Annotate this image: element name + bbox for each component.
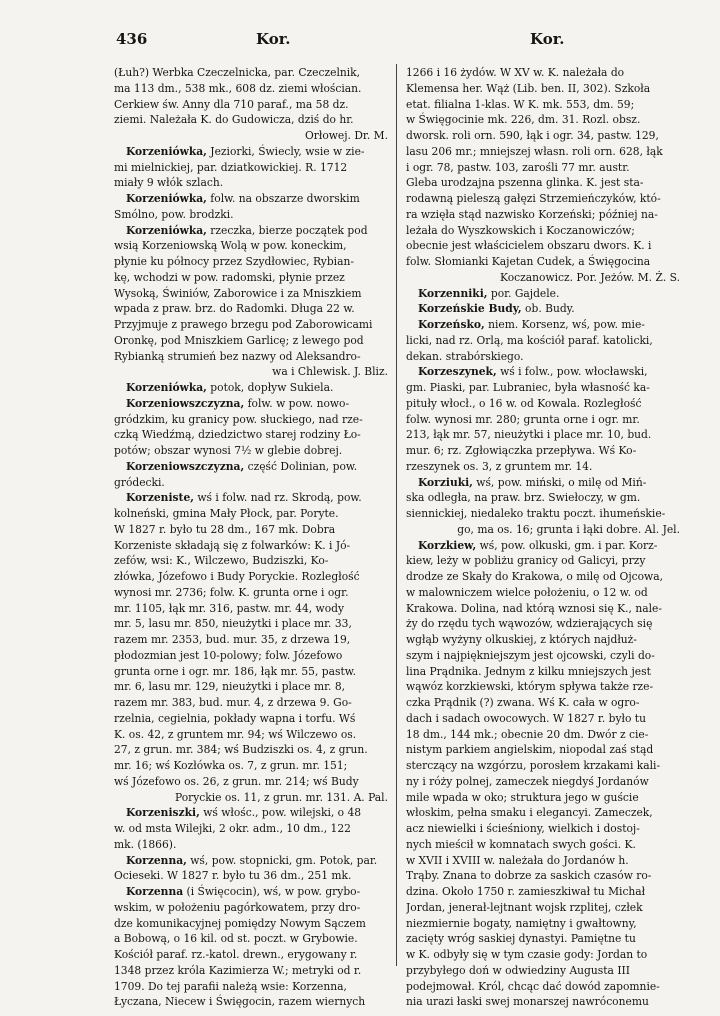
text-line	[114, 648, 388, 664]
line-text: siennickiej, niedaleko traktu poczt. ihumeńskie-	[406, 507, 666, 520]
text-line	[114, 821, 388, 837]
text-line	[406, 301, 680, 317]
line-text: Koczanowicz. Por. Jeżów. M. Ż. S.	[500, 270, 680, 284]
text-line	[114, 979, 388, 995]
line-text: ska odległa, na praw. brz. Swiełoczy, w gm.	[406, 491, 641, 505]
line-text: ma 113 dm., 538 mk., 608 dz. ziemi włościan.	[114, 81, 362, 95]
text-line	[406, 254, 680, 270]
line-text: dekan. strabórskiego.	[406, 349, 524, 363]
text-line	[406, 349, 680, 365]
line-text: w XVII i XVIII w. należała do Jordanów h.	[406, 853, 629, 867]
text-line	[114, 884, 388, 900]
line-text: ziemi. Należała K. do Gudowicza, dziś do hr.	[114, 113, 354, 127]
running-header	[116, 30, 680, 56]
running-head-right: Kor.	[530, 30, 565, 48]
text-line	[114, 569, 388, 585]
line-text: włoskim, pełna smaku i elegancyi. Zameczek,	[406, 806, 653, 820]
line-text: wsią Korzeniowską Wolą w pow. koneckim,	[114, 239, 347, 253]
text-line	[114, 144, 388, 160]
text-line	[406, 160, 680, 176]
text-line	[406, 380, 680, 396]
line-text: wś i folw., pow. włocławski,	[496, 365, 648, 379]
line-text: lasu 206 mr.; mniejszej własn. roli orn. 628, łąk	[406, 144, 663, 158]
text-line	[406, 979, 680, 995]
text-line	[114, 175, 388, 191]
text-line	[406, 175, 680, 191]
line-text: niezmiernie bogaty, namiętny i gwałtowny,	[406, 916, 637, 930]
line-text: gródzkim, ku granicy pow. słuckiego, nad rze-	[114, 412, 363, 426]
text-line	[406, 916, 680, 932]
text-line	[406, 884, 680, 900]
line-text: Klemensa her. Wąż (Lib. ben. II, 302). Szkoła	[406, 81, 651, 95]
text-line	[114, 711, 388, 727]
text-line	[114, 270, 388, 286]
text-line	[406, 742, 680, 758]
line-text: miały 9 włók szlach.	[114, 176, 224, 190]
line-text: płynie ku północy przez Szydłowiec, Rybian-	[114, 255, 354, 268]
line-text: podejmował. Król, chcąc dać dowód zapomnie-	[406, 979, 660, 993]
line-text: wś, pow. miński, o milę od Miń-	[472, 475, 647, 489]
line-text: gm. Piaski, par. Lubraniec, była własność ka-	[406, 381, 650, 394]
line-text: wś i folw. nad rz. Skrodą, pow.	[194, 491, 362, 505]
text-line	[114, 506, 388, 522]
line-text: wś, pow. stopnicki, gm. Potok, par.	[186, 853, 378, 867]
text-line	[406, 648, 680, 664]
text-line	[114, 522, 388, 538]
text-line	[406, 947, 680, 963]
line-text: K. os. 42, z gruntem mr. 94; wś Wilczewo os.	[114, 727, 357, 741]
line-text: leżała do Wyszkowskich i Koczanowiczów;	[406, 223, 635, 237]
text-line	[406, 333, 680, 349]
line-text: i ogr. 78, pastw. 103, zarośli 77 mr. austr.	[406, 160, 630, 174]
text-line	[114, 191, 388, 207]
text-line	[114, 868, 388, 884]
entry-headword: Korzeniówka,	[126, 192, 207, 205]
text-line	[114, 427, 388, 443]
text-line	[114, 632, 388, 648]
text-line	[406, 616, 680, 632]
text-line	[114, 223, 388, 239]
text-line	[114, 947, 388, 963]
entry-headword: Korzeszynek,	[418, 365, 497, 379]
line-text: razem mr. 383, bud. mur. 4, z drzewa 9. Go-	[114, 696, 352, 709]
text-line	[406, 364, 680, 380]
text-line	[406, 868, 680, 884]
line-text: Oronkę, pod Mniszkiem Garlicę; z lewego pod	[114, 333, 364, 347]
text-line	[114, 333, 388, 349]
page-number: 436	[116, 30, 148, 48]
text-line	[406, 774, 680, 790]
line-text: Jeziorki, Świecly, wsie w zie-	[206, 144, 365, 158]
text-line	[406, 412, 680, 428]
line-text: acz niewielki i ścieśniony, wielkich i dostoj-	[406, 822, 640, 835]
text-line	[406, 695, 680, 711]
line-text: ob. Budy.	[521, 302, 575, 316]
line-text: mr. 5, lasu mr. 850, nieużytki i place mr. 33,	[114, 617, 352, 631]
line-text: przybyłego doń w odwiedziny Augusta III	[406, 963, 630, 977]
line-text: 1709. Do tej parafii należą wsie: Korzenna,	[114, 979, 347, 993]
text-line	[114, 459, 388, 475]
entry-headword: Korzenniki,	[418, 286, 488, 300]
text-line	[406, 459, 680, 475]
text-line	[406, 805, 680, 821]
text-line	[114, 853, 388, 869]
text-line	[406, 853, 680, 869]
line-text: dach i sadach owocowych. W 1827 r. było tu	[406, 711, 646, 725]
text-line	[406, 506, 680, 522]
text-line	[406, 128, 680, 144]
line-text: wgłąb wyżyny olkuskiej, z których najdłuż-	[406, 633, 637, 646]
line-text: mr. 16; wś Kozłówka os. 7, z grun. mr. 151;	[114, 759, 348, 772]
text-line	[114, 695, 388, 711]
line-text: kiew, leży w pobliżu granicy od Galicyi, przy	[406, 554, 646, 568]
line-text: drodze ze Skały do Krakowa, o milę od Ojcowa,	[406, 570, 663, 583]
text-line	[406, 963, 680, 979]
text-line	[406, 522, 680, 538]
text-line	[114, 553, 388, 569]
line-text: rodawną pieleszą gałęzi Strzemieńczyków, któ-	[406, 192, 661, 205]
line-text: mile wpada w oko; struktura jego w guście	[406, 790, 639, 804]
text-line	[406, 490, 680, 506]
line-text: 213, łąk mr. 57, nieużytki i place mr. 10, bud.	[406, 428, 652, 442]
line-text: Rybianką strumień bez nazwy od Aleksandro-	[114, 349, 361, 363]
line-text: Gleba urodzajna pszenna glinka. K. jest sta-	[406, 176, 644, 190]
text-line	[406, 112, 680, 128]
line-text: dzina. Około 1750 r. zamieszkiwał tu Michał	[406, 885, 646, 898]
line-text: 1348 przez króla Kazimierza W.; metryki od r.	[114, 963, 362, 977]
line-text: w Święgocinie mk. 226, dm. 31. Rozl. obsz.	[406, 113, 641, 127]
text-line	[114, 601, 388, 617]
entry-headword: Korzkiew,	[418, 538, 477, 552]
entry-headword: Korzeniowszczyzna,	[126, 459, 245, 473]
text-line	[114, 664, 388, 680]
text-line	[114, 286, 388, 302]
line-text: Poryckie os. 11, z grun. mr. 131. A. Pal.	[174, 790, 388, 804]
line-text: 27, z grun. mr. 384; wś Budziszki os. 4, z grun.	[114, 743, 368, 757]
text-line	[114, 81, 388, 97]
line-text: zacięty wróg saskiej dynastyi. Pamiętne tu	[406, 932, 636, 946]
text-line	[114, 238, 388, 254]
line-text: w K. odbyły się w tym czasie gody: Jordan to	[406, 948, 648, 961]
entry-headword: Korzeńskie Budy,	[418, 302, 522, 316]
text-line	[114, 900, 388, 916]
line-text: grunta orne i ogr. mr. 186, łąk mr. 55, pastw.	[114, 664, 357, 678]
text-line	[406, 443, 680, 459]
text-line	[406, 632, 680, 648]
line-text: razem mr. 2353, bud. mur. 35, z drzewa 19,	[114, 633, 351, 646]
line-text: szym i najpiękniejszym jest ojcowski, czyli do-	[406, 648, 655, 662]
text-line	[406, 286, 680, 302]
text-line	[114, 931, 388, 947]
text-line	[406, 790, 680, 806]
text-line	[406, 601, 680, 617]
text-line	[406, 569, 680, 585]
text-line	[406, 317, 680, 333]
text-line	[114, 160, 388, 176]
text-line	[406, 837, 680, 853]
line-text: Smólno, pow. brodzki.	[114, 207, 234, 221]
text-line	[406, 207, 680, 223]
line-text: potów; obszar wynosi 7½ w glebie dobrej.	[114, 444, 343, 457]
column-divider	[396, 64, 397, 966]
line-text: a Bobową, o 16 kil. od st. poczt. w Grybowie.	[114, 932, 358, 946]
line-text: nistym parkiem angielskim, niopodal zaś stąd	[406, 743, 654, 757]
line-text: obecnie jest właścicielem obszaru dwors. K. i	[406, 239, 652, 253]
text-line	[114, 616, 388, 632]
text-line	[406, 238, 680, 254]
entry-headword: Korzeniówka,	[126, 144, 207, 158]
text-line	[114, 301, 388, 317]
line-text: licki, nad rz. Orlą, ma kościół paraf. katolicki,	[406, 333, 653, 347]
line-text: lina Prądnika. Jednym z kilku mniejszych jest	[406, 664, 651, 678]
text-line	[114, 585, 388, 601]
text-line	[406, 821, 680, 837]
text-line	[406, 144, 680, 160]
entry-headword: Korzeniste,	[126, 491, 194, 505]
text-line	[114, 112, 388, 128]
line-text: folw. wynosi mr. 280; grunta orne i ogr. mr.	[406, 412, 640, 426]
line-text: potok, dopływ Sukiela.	[206, 381, 334, 394]
text-line	[114, 364, 388, 380]
line-text: wpada z praw. brz. do Radomki. Długa 22 w.	[114, 302, 355, 316]
line-text: folw. Słomianki Kajetan Cudek, a Święgocina	[406, 255, 651, 268]
text-line	[406, 475, 680, 491]
line-text: wa i Chlewisk. J. Bliz.	[272, 365, 388, 379]
text-line	[114, 727, 388, 743]
line-text: rzelnia, cegielnia, pokłady wapna i torfu. Wś	[114, 711, 356, 725]
line-text: rzeszynek os. 3, z gruntem mr. 14.	[406, 459, 593, 473]
line-text: folw. na obszarze dworskim	[206, 192, 360, 205]
text-line	[406, 65, 680, 81]
line-text: ny i róży polnej, zameczek niegdyś Jordanów	[406, 774, 649, 788]
entry-headword: Korzenna,	[126, 853, 187, 867]
text-line	[114, 963, 388, 979]
line-text: mur. 6; rz. Zgłowiączka przepływa. Wś Ko-	[406, 444, 637, 457]
text-line	[114, 679, 388, 695]
entry-headword: Korzeniówka,	[126, 223, 207, 237]
text-line	[114, 254, 388, 270]
line-text: Jordan, jenerał-lejtnant wojsk rzplitej, człek	[406, 900, 643, 914]
text-line	[114, 349, 388, 365]
line-text: wś, pow. olkuski, gm. i par. Korz-	[476, 538, 658, 552]
line-text: gródecki.	[114, 475, 165, 489]
text-line	[406, 931, 680, 947]
text-line	[406, 427, 680, 443]
line-text: nych mieścił w komnatach swych gości. K.	[406, 837, 636, 851]
text-line	[114, 396, 388, 412]
line-text: dze komunikacyjnej pomiędzy Nowym Sączem	[114, 916, 366, 930]
line-text: folw. w pow. nowo-	[244, 396, 350, 410]
line-text: mr. 6, lasu mr. 129, nieużytki i place mr. 8,	[114, 680, 346, 694]
line-text: Kościół paraf. rz.-katol. drewn., erygowany r.	[114, 948, 358, 961]
line-text: Orłowej. Dr. M.	[305, 129, 388, 142]
line-text: 1266 i 16 żydów. W XV w. K. należała do	[406, 66, 625, 79]
entry-headword: Korzeniowszczyzna,	[126, 396, 245, 410]
text-line	[114, 916, 388, 932]
text-line	[114, 742, 388, 758]
text-line	[114, 412, 388, 428]
line-text: czką Wiedźmą, dziedzictwo starej rodziny Ło-	[114, 428, 361, 442]
entry-headword: Korzenna	[126, 885, 184, 898]
text-line	[114, 97, 388, 113]
line-text: pituły włocł., o 16 w. od Kowala. Rozległość	[406, 396, 642, 410]
text-line	[406, 223, 680, 239]
text-line	[406, 81, 680, 97]
text-line	[406, 664, 680, 680]
line-text: 18 dm., 144 mk.; obecnie 20 dm. Dwór z cie-	[406, 727, 649, 741]
line-text: kolneński, gmina Mały Płock, par. Poryte.	[114, 507, 339, 520]
line-text: etat. filialna 1-klas. W K. mk. 553, dm. 59;	[406, 97, 635, 111]
line-text: sterczący na wzgórzu, porosłem krzakami kali-	[406, 759, 661, 772]
line-text: mi mielnickiej, par. dziatkowickiej. R. 1712	[114, 160, 348, 174]
text-line	[406, 758, 680, 774]
text-line	[406, 711, 680, 727]
text-line	[406, 97, 680, 113]
text-line	[406, 396, 680, 412]
line-text: wynosi mr. 2736; folw. K. grunta orne i ogr.	[114, 585, 349, 599]
line-text: zefów, wsi: K., Wilczewo, Budziszki, Ko-	[114, 554, 329, 568]
line-text: Przyjmuje z prawego brzegu pod Zaborowicami	[114, 318, 373, 331]
text-line	[114, 758, 388, 774]
text-line	[406, 191, 680, 207]
line-text: dworsk. roli orn. 590, łąk i ogr. 34, pastw. 129,	[406, 129, 659, 142]
entry-headword: Korzeniówka,	[126, 381, 207, 394]
line-text: Cerkiew św. Anny dla 710 paraf., ma 58 dz.	[114, 97, 349, 111]
line-text: Krakowa. Dolina, nad którą wznosi się K., nale-	[406, 601, 662, 615]
right-column	[406, 65, 680, 1010]
line-text: rzeczka, bierze początek pod	[206, 223, 368, 237]
entry-headword: Korziuki,	[418, 475, 473, 489]
text-line	[114, 994, 388, 1010]
text-line	[406, 270, 680, 286]
line-text: (Łuh?) Werbka Czeczelnicka, par. Czeczelnik,	[114, 66, 361, 79]
line-text: w malowniczem wielce położeniu, o 12 w. od	[406, 585, 648, 599]
line-text: ra wzięła stąd nazwisko Korzeński; później na-	[406, 207, 658, 221]
line-text: złówka, Józefowo i Budy Poryckie. Rozległość	[114, 570, 360, 583]
text-line	[114, 317, 388, 333]
line-text: W 1827 r. było tu 28 dm., 167 mk. Dobra	[114, 522, 336, 536]
line-text: Ocieseki. W 1827 r. było tu 36 dm., 251 mk.	[114, 869, 352, 883]
line-text: wś włośc., pow. wilejski, o 48	[199, 806, 362, 820]
running-head-left: Kor.	[256, 30, 291, 48]
line-text: Trąby. Znana to dobrze za saskich czasów ro-	[406, 869, 652, 883]
line-text: Łyczana, Niecew i Święgocin, razem wiernych	[114, 995, 366, 1009]
text-line	[114, 443, 388, 459]
line-text: wąwóz korzkiewski, którym spływa także rze-	[406, 680, 654, 694]
text-line	[406, 727, 680, 743]
text-line	[406, 585, 680, 601]
text-line	[114, 790, 388, 806]
text-line	[114, 774, 388, 790]
line-text: kę, wchodzi w pow. radomski, płynie przez	[114, 270, 345, 284]
line-text: Wysoką, Świniów, Zaborowice i za Mniszkiem	[114, 286, 362, 300]
text-line	[114, 490, 388, 506]
entry-headword: Korzeńsko,	[418, 318, 485, 331]
line-text: nia urazi łaski swej monarszej nawróconemu	[406, 995, 649, 1009]
line-text: mk. (1866).	[114, 837, 177, 851]
line-text: wś Józefowo os. 26, z grun. mr. 214; wś Budy	[114, 774, 359, 788]
text-line	[114, 837, 388, 853]
text-line	[114, 805, 388, 821]
text-line	[114, 207, 388, 223]
line-text: (i Święcocin), wś, w pow. grybo-	[183, 885, 361, 898]
line-text: niem. Korsenz, wś, pow. mie-	[484, 318, 645, 331]
text-line	[406, 553, 680, 569]
text-line	[114, 475, 388, 491]
text-line	[114, 380, 388, 396]
line-text: płodozmian jest 10-polowy; folw. Józefowo	[114, 648, 343, 662]
line-text: część Dolinian, pow.	[244, 459, 358, 473]
text-line	[406, 538, 680, 554]
text-line	[406, 679, 680, 695]
line-text: mr. 1105, łąk mr. 316, pastw. mr. 44, wody	[114, 601, 345, 615]
text-line	[406, 994, 680, 1010]
text-line	[114, 128, 388, 144]
line-text: por. Gajdele.	[487, 286, 560, 300]
text-line	[114, 538, 388, 554]
left-column	[114, 65, 388, 1010]
line-text: czka Prądnik (?) zwana. Wś K. cała w ogro-	[406, 696, 640, 709]
line-text: ży do rzędu tych wąwozów, wdzierających się	[406, 617, 653, 631]
entry-headword: Korzeniszki,	[126, 806, 200, 820]
line-text: go, ma os. 16; grunta i łąki dobre. Al. Jel.	[457, 522, 680, 536]
line-text: w. od msta Wilejki, 2 okr. adm., 10 dm., 122	[114, 822, 351, 835]
line-text: Korzeniste składają się z folwarków: K. i Jó-	[114, 538, 351, 552]
line-text: wskim, w położeniu pagórkowatem, przy dro-	[114, 900, 361, 914]
text-line	[406, 900, 680, 916]
text-line	[114, 65, 388, 81]
